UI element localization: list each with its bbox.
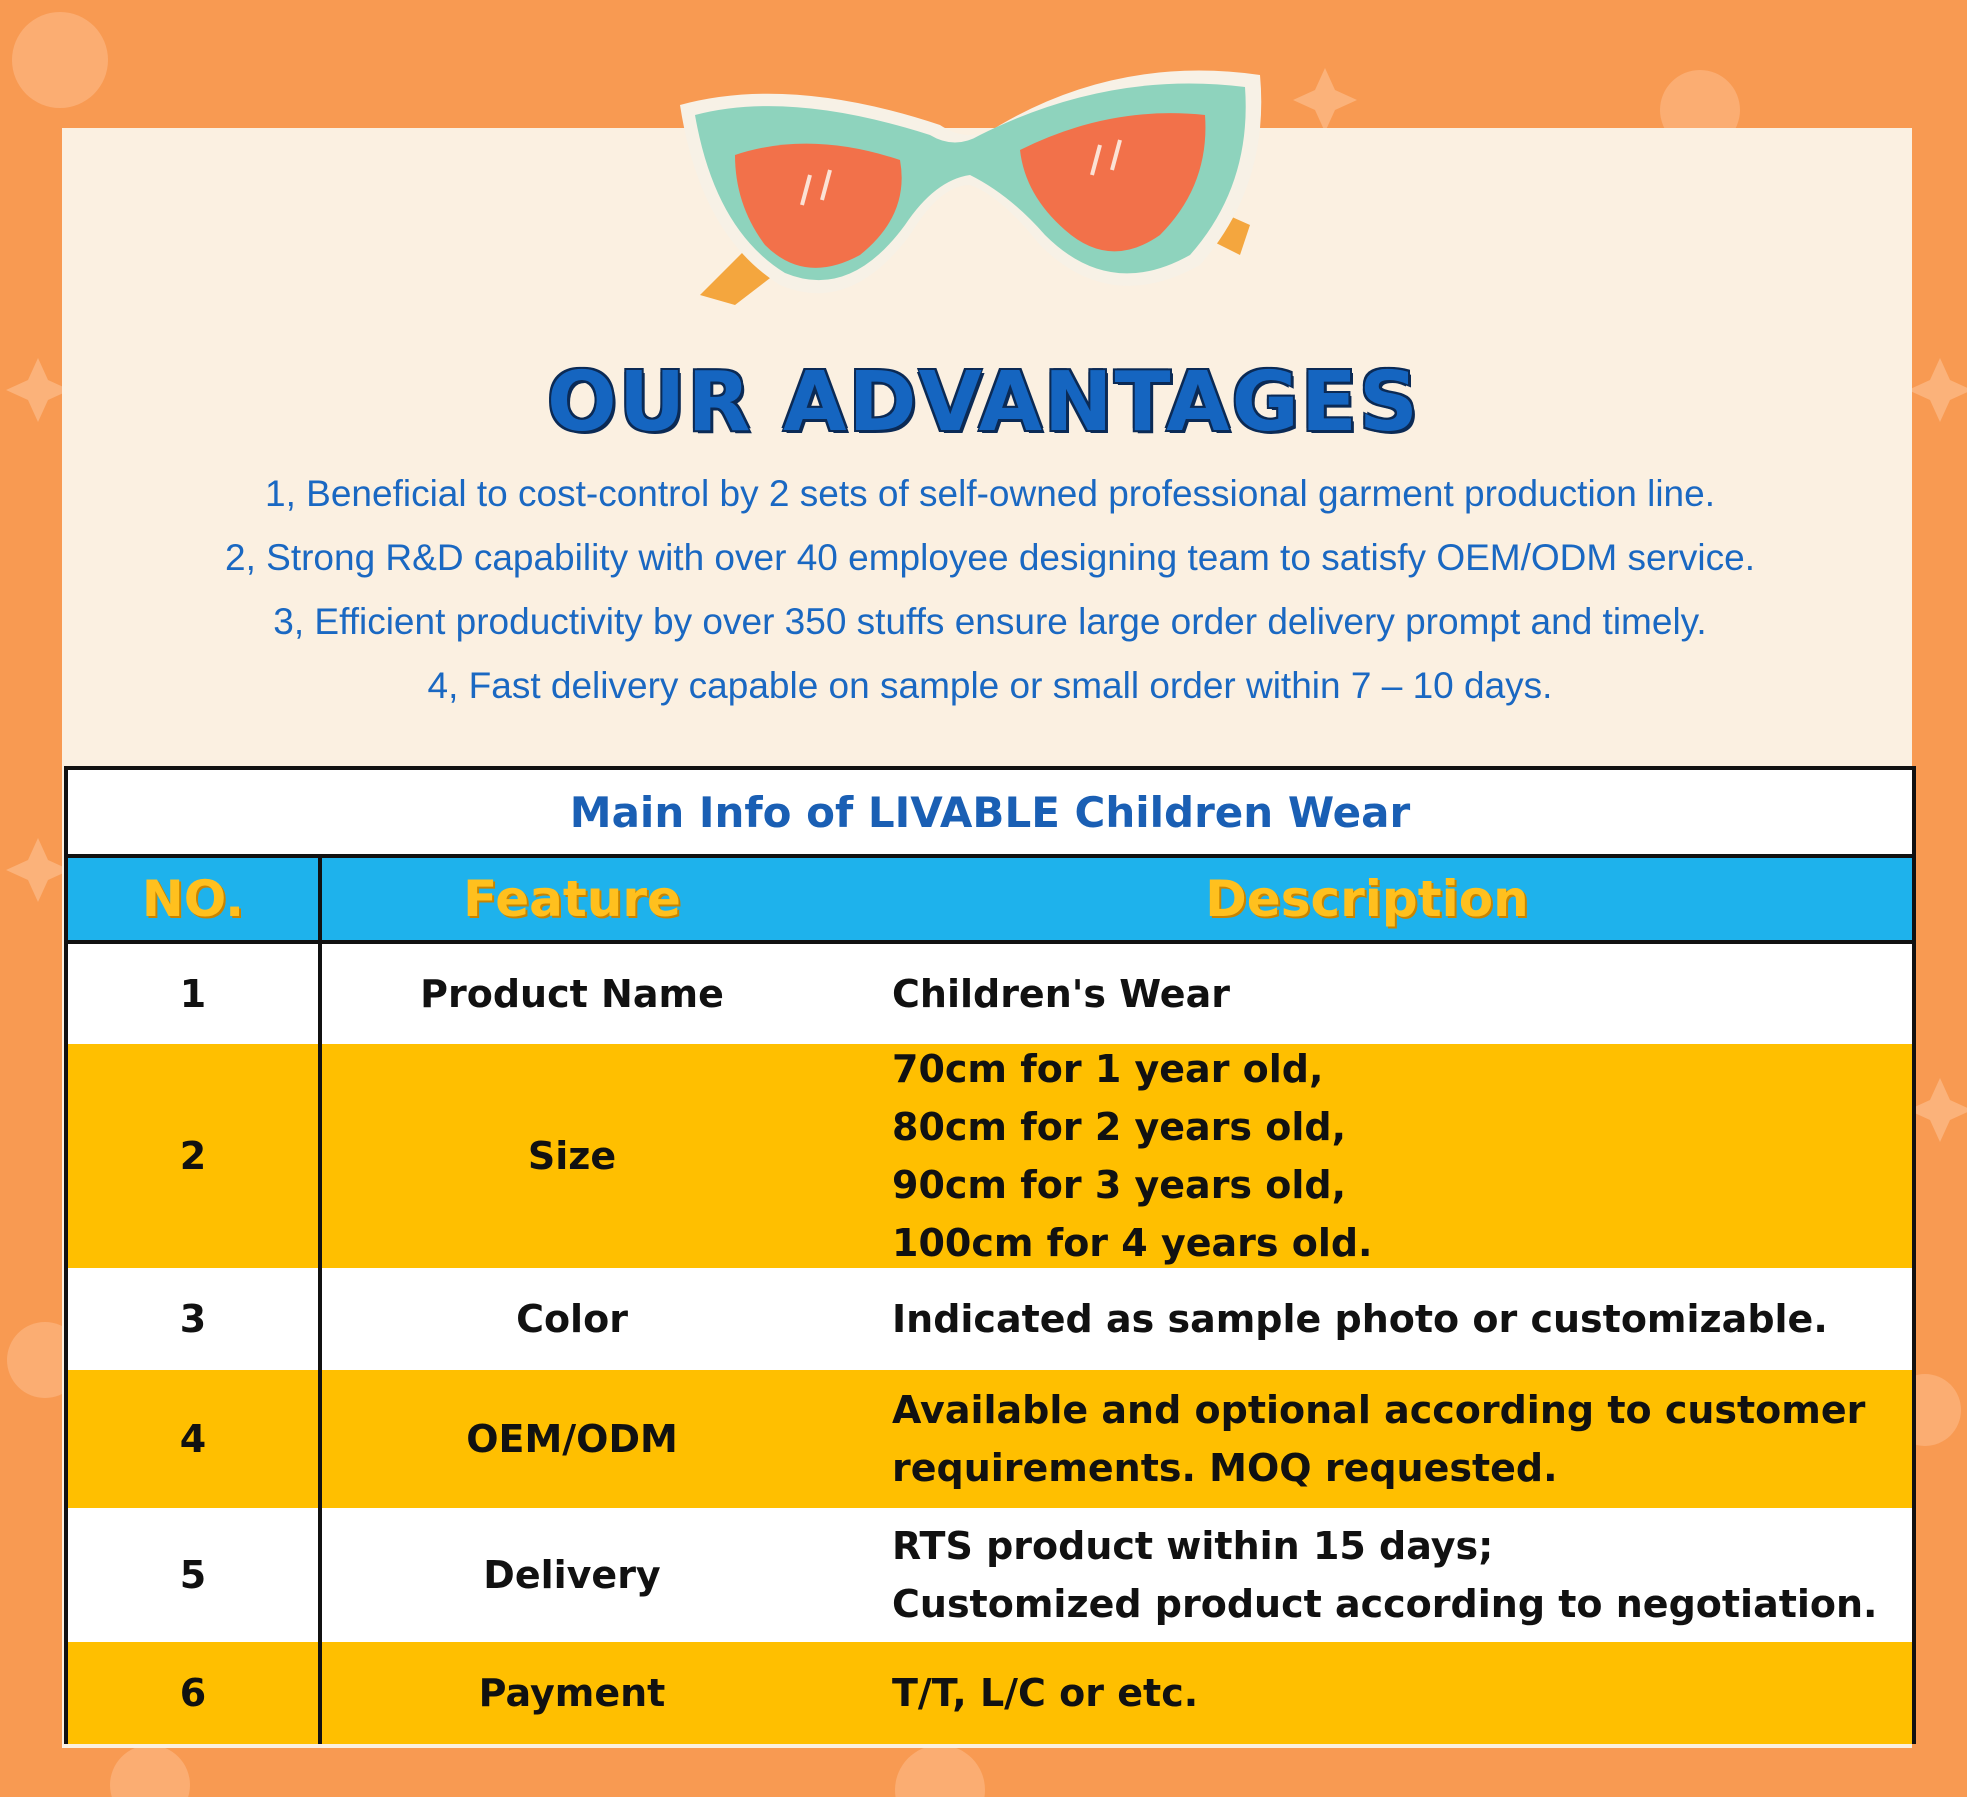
description-line: RTS product within 15 days; — [892, 1524, 1494, 1568]
advantage-item: 4, Fast delivery capable on sample or small order within 7 – 10 days. — [427, 665, 1553, 706]
column-header-no: NO. — [68, 858, 322, 940]
row-description — [822, 1044, 1912, 1268]
row-feature: Color — [516, 1297, 628, 1341]
row-description — [822, 1642, 1912, 1744]
page-title: OUR ADVANTAGES — [547, 355, 1420, 450]
row-feature: Delivery — [483, 1553, 661, 1597]
row-number: 2 — [68, 1044, 322, 1268]
description-line: requirements. MOQ requested. — [892, 1446, 1558, 1490]
description-line: 80cm for 2 years old, — [892, 1105, 1347, 1149]
table-row — [68, 1642, 1912, 1744]
row-feature: Product Name — [420, 972, 724, 1016]
advantage-item: 3, Efficient productivity by over 350 stuffs ensure large order delivery prompt and timely. — [273, 601, 1707, 642]
description-line: 100cm for 4 years old. — [892, 1221, 1373, 1265]
advantage-item: 1, Beneficial to cost-control by 2 sets of self-owned professional garment production line. — [265, 473, 1715, 514]
row-feature: OEM/ODM — [466, 1417, 678, 1461]
row-description — [822, 1370, 1912, 1508]
row-number: 5 — [68, 1508, 322, 1642]
table-row — [68, 1508, 1912, 1642]
table-row — [68, 944, 1912, 1044]
description-line: Indicated as sample photo or customizable. — [892, 1297, 1828, 1341]
row-number: 3 — [68, 1268, 322, 1370]
main-info-table — [64, 766, 1916, 1744]
table-row — [68, 1268, 1912, 1370]
row-number: 6 — [68, 1642, 322, 1744]
column-header-description: Description — [1205, 870, 1529, 928]
row-description — [822, 1268, 1912, 1370]
description-line: T/T, L/C or etc. — [892, 1671, 1199, 1715]
sunglasses-illustration — [640, 35, 1280, 335]
table-row — [68, 1370, 1912, 1508]
table-row — [68, 1044, 1912, 1268]
row-feature: Size — [527, 1134, 617, 1178]
row-feature: Payment — [478, 1671, 666, 1715]
table-header-row — [68, 858, 1912, 944]
row-number: 1 — [68, 944, 322, 1044]
row-description — [822, 944, 1912, 1044]
description-line: 90cm for 3 years old, — [892, 1163, 1347, 1207]
advantage-item: 2, Strong R&D capability with over 40 employee designing team to satisfy OEM/ODM service. — [225, 537, 1755, 578]
row-number: 4 — [68, 1370, 322, 1508]
description-line: 70cm for 1 year old, — [892, 1047, 1324, 1091]
description-line: Children's Wear — [892, 972, 1230, 1016]
advantages-list — [70, 462, 1910, 718]
description-line: Customized product according to negotiation. — [892, 1582, 1878, 1626]
description-line: Available and optional according to customer — [892, 1388, 1866, 1432]
table-caption: Main Info of LIVABLE Children Wear — [68, 770, 1912, 858]
row-description — [822, 1508, 1912, 1642]
column-header-feature: Feature — [463, 870, 681, 928]
